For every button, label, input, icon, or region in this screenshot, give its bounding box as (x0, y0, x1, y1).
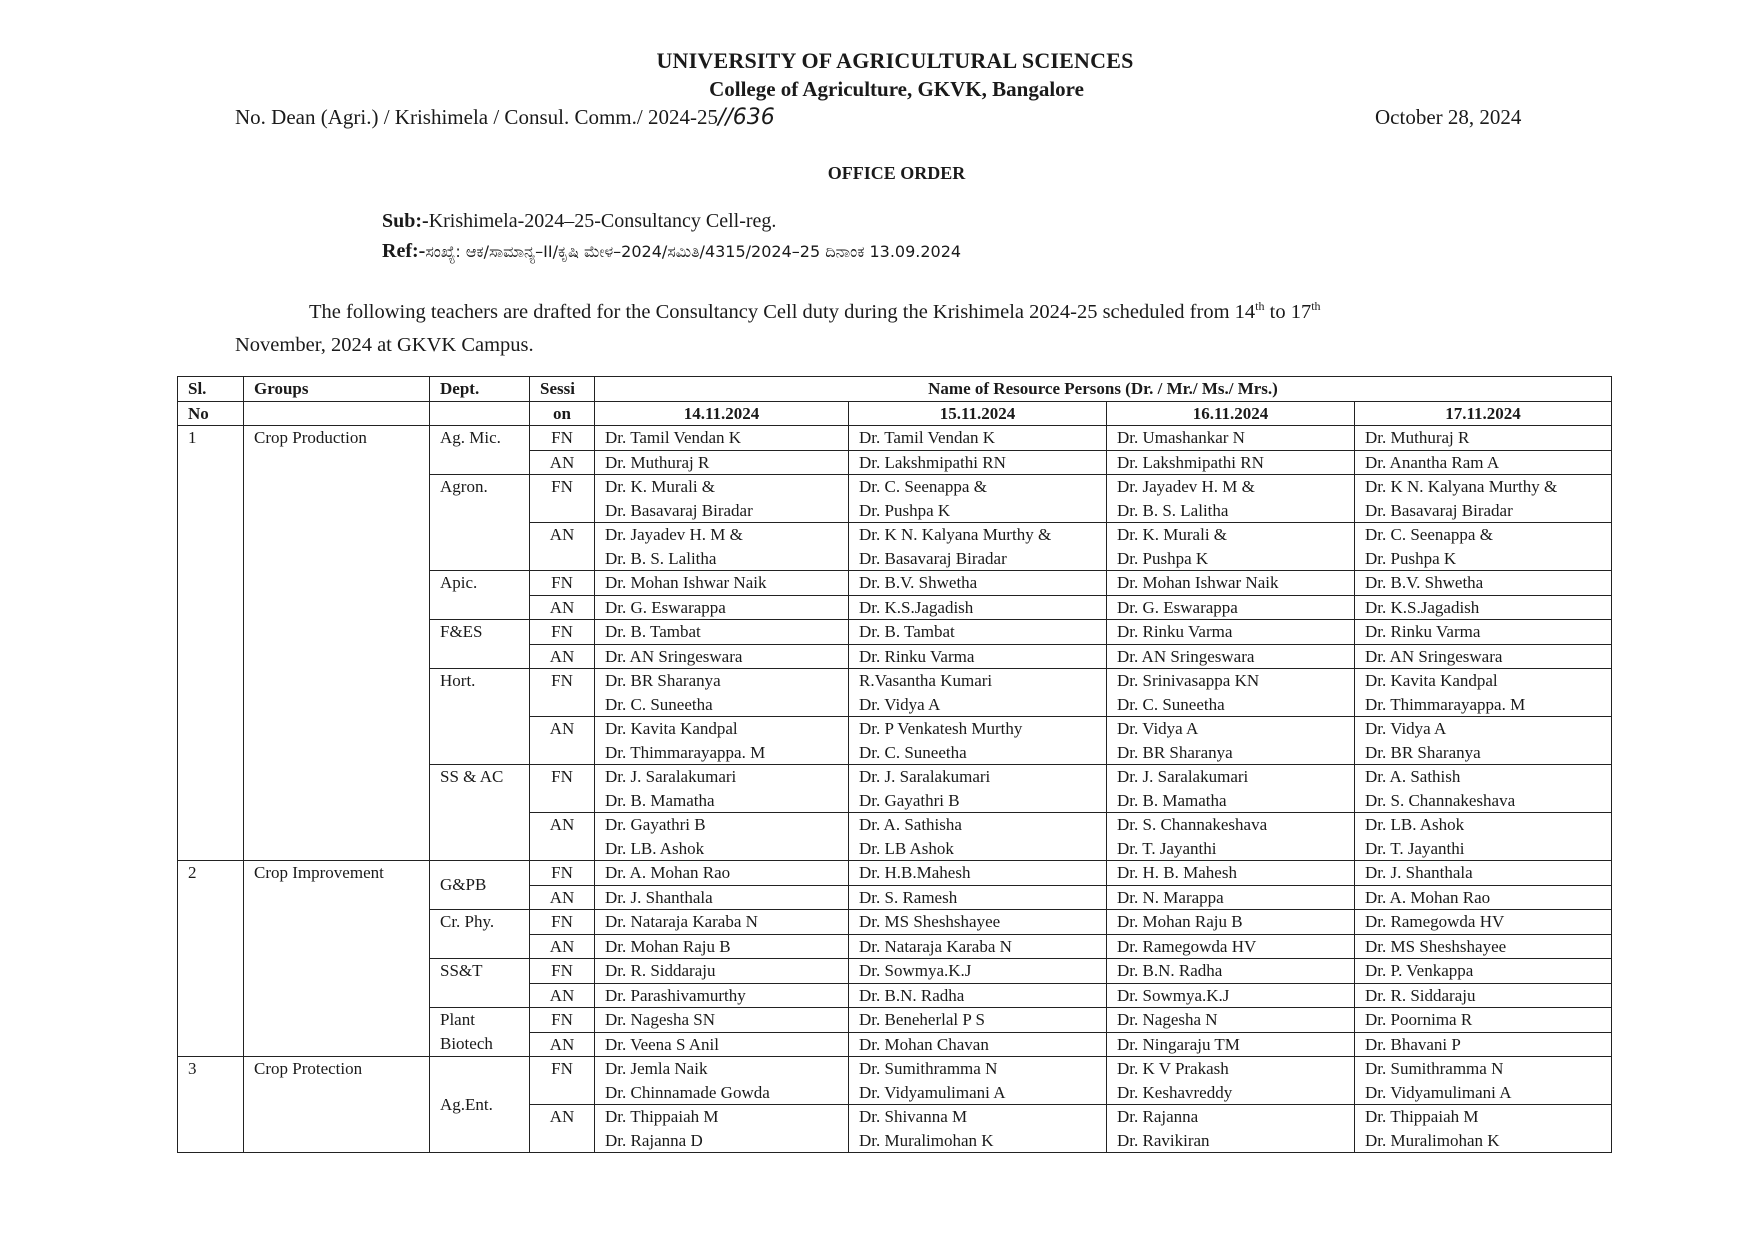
resource-person-name: Dr. J. Shanthala (1365, 863, 1473, 882)
session-code: FN (530, 1008, 595, 1033)
resource-person-name: Dr. Parashivamurthy (605, 985, 746, 1005)
resource-person-cell (849, 1057, 1107, 1105)
resource-person-name: Dr. Ningaraju TM (1117, 1034, 1240, 1054)
resource-person-name: Dr. MS Sheshshayee (1365, 936, 1507, 956)
resource-person-name: Dr. Sumithramma N (1365, 1059, 1504, 1078)
group-name: Crop Protection (244, 1057, 430, 1153)
resource-person-name: Dr. K N. Kalyana Murthy & (1365, 477, 1558, 496)
resource-person-cell (1107, 1057, 1355, 1105)
body-sup-1: th (1255, 299, 1265, 313)
reference-number (235, 105, 775, 130)
resource-person-cell (1107, 426, 1355, 451)
resource-person-name: Dr. G. Eswarappa (1117, 597, 1238, 617)
resource-person-name: Dr. Pushpa K (859, 500, 951, 520)
resource-person-name: Dr. Mohan Raju B (1117, 912, 1243, 931)
resource-person-cell (849, 959, 1107, 984)
resource-person-name: Dr. Muralimohan K (1365, 1130, 1500, 1150)
header-groups-2 (244, 401, 430, 426)
resource-person-name: Dr. S. Channakeshava (1365, 790, 1516, 810)
resource-person-name: Dr. Mohan Ishwar Naik (605, 573, 767, 592)
table-row (178, 426, 1612, 451)
resource-person-name: Dr. T. Jayanthi (1365, 838, 1465, 858)
resource-person-cell (595, 1105, 849, 1153)
session-code: AN (530, 595, 595, 620)
resource-person-cell (1107, 571, 1355, 596)
resource-person-cell (849, 475, 1107, 523)
resource-person-cell (1107, 934, 1355, 959)
dept-name: SS&T (430, 959, 530, 1008)
resource-person-name: Dr. J. Saralakumari (605, 767, 737, 786)
handwritten-number: //636 (717, 105, 775, 130)
resource-person-cell (1355, 717, 1612, 765)
resource-person-cell (1107, 523, 1355, 571)
resource-person-name: Dr. Nagesha N (1117, 1010, 1218, 1029)
resource-person-name: Dr. J. Shanthala (605, 887, 713, 907)
resource-person-cell (1107, 450, 1355, 475)
resource-person-cell (1355, 1032, 1612, 1057)
resource-person-name: Dr. Muthuraj R (605, 452, 710, 472)
dept-name: Cr. Phy. (430, 910, 530, 959)
reference-label: Ref:- (382, 240, 426, 262)
resource-person-name: Dr. Ravikiran (1117, 1130, 1210, 1150)
order-date: October 28, 2024 (1375, 105, 1522, 129)
resource-person-cell (1355, 813, 1612, 861)
resource-person-cell (1355, 669, 1612, 717)
resource-person-name: Dr. Vidyamulimani A (859, 1082, 1006, 1102)
resource-person-name: Dr. Mohan Raju B (605, 936, 731, 956)
dept-name: F&ES (430, 620, 530, 669)
resource-person-name: Dr. Jayadev H. M & (605, 525, 743, 544)
session-code: AN (530, 450, 595, 475)
resource-person-cell (849, 885, 1107, 910)
resource-person-name: Dr. Veena S Anil (605, 1034, 719, 1054)
sl-number: 1 (178, 426, 244, 861)
resource-person-name: Dr. Thimmarayappa. M (1365, 694, 1526, 714)
resource-person-name: Dr. Lakshmipathi RN (859, 452, 1006, 472)
resource-person-name: Dr. B. Tambat (859, 622, 955, 641)
session-code: FN (530, 861, 595, 886)
resource-person-name: Dr. K N. Kalyana Murthy & (859, 525, 1052, 544)
header-date: 16.11.2024 (1107, 401, 1355, 426)
header-date: 17.11.2024 (1355, 401, 1612, 426)
resource-person-cell (849, 595, 1107, 620)
session-code: AN (530, 644, 595, 669)
resource-person-name: Dr. H. B. Mahesh (1117, 863, 1237, 882)
resource-person-name: Dr. S. Ramesh (859, 887, 958, 907)
resource-person-cell (595, 910, 849, 935)
resource-person-cell (1107, 595, 1355, 620)
resource-person-name: Dr. Shivanna M (859, 1107, 968, 1126)
resource-person-name: Dr. Srinivasappa KN (1117, 671, 1260, 690)
session-code: FN (530, 765, 595, 813)
resource-person-name: Dr. BR Sharanya (605, 671, 721, 690)
session-code: AN (530, 1032, 595, 1057)
resource-person-name: Dr. BR Sharanya (1365, 742, 1481, 762)
resource-person-cell (1107, 1032, 1355, 1057)
group-name: Crop Production (244, 426, 430, 861)
resource-person-name: Dr. Nagesha SN (605, 1010, 716, 1029)
resource-person-name: Dr. LB. Ashok (605, 838, 705, 858)
resource-person-name: Dr. Ramegowda HV (1117, 936, 1257, 956)
session-code: AN (530, 717, 595, 765)
college-name: College of Agriculture, GKVK, Bangalore (709, 77, 1084, 101)
resource-person-cell (595, 644, 849, 669)
resource-person-name: Dr. K.S.Jagadish (1365, 597, 1480, 617)
resource-person-name: Dr. A. Sathisha (859, 815, 962, 834)
resource-person-name: Dr. Ramegowda HV (1365, 912, 1505, 931)
resource-person-cell (1107, 910, 1355, 935)
session-code: FN (530, 959, 595, 984)
resource-person-name: Dr. B.N. Radha (1117, 961, 1223, 980)
resource-person-name: Dr. LB. Ashok (1365, 815, 1465, 834)
resource-person-cell (1355, 861, 1612, 886)
resource-person-name: Dr. A. Sathish (1365, 767, 1461, 786)
resource-person-name: Dr. Jayadev H. M & (1117, 477, 1255, 496)
dept-name: SS & AC (430, 765, 530, 861)
dept-name: Ag.Ent. (430, 1057, 530, 1153)
session-code: FN (530, 1057, 595, 1105)
group-name: Crop Improvement (244, 861, 430, 1057)
resource-person-cell (1355, 959, 1612, 984)
resource-person-name: Dr. R. Siddaraju (1365, 985, 1476, 1005)
resource-person-cell (1355, 620, 1612, 645)
document-title: OFFICE ORDER (827, 163, 966, 183)
resource-person-name: Dr. Lakshmipathi RN (1117, 452, 1264, 472)
resource-person-name: Dr. Kavita Kandpal (605, 719, 738, 738)
resource-persons-table (177, 376, 1612, 1153)
header-groups: Groups (244, 377, 430, 402)
resource-person-cell (849, 717, 1107, 765)
resource-person-cell (595, 426, 849, 451)
header-sl: Sl. (178, 377, 244, 402)
resource-person-cell (1355, 765, 1612, 813)
resource-person-cell (1355, 595, 1612, 620)
dept-name (430, 1008, 530, 1057)
resource-person-cell (849, 813, 1107, 861)
resource-person-name: Dr. Chinnamade Gowda (605, 1082, 770, 1102)
resource-person-cell (595, 1008, 849, 1033)
resource-person-cell (849, 1032, 1107, 1057)
resource-person-name: Dr. K. Murali & (605, 477, 716, 496)
dept-name-line: Plant (440, 1010, 475, 1029)
session-code: FN (530, 620, 595, 645)
resource-person-name: Dr. AN Sringeswara (1365, 646, 1503, 666)
resource-person-cell (595, 959, 849, 984)
resource-person-name: Dr. Vidya A (1117, 719, 1199, 738)
resource-person-name: Dr. Beneherlal P S (859, 1010, 985, 1029)
resource-person-cell (595, 475, 849, 523)
dept-name: Hort. (430, 669, 530, 765)
resource-person-name: Dr. H.B.Mahesh (859, 863, 971, 882)
resource-person-cell (1355, 1008, 1612, 1033)
resource-person-name: Dr. J. Saralakumari (1117, 767, 1249, 786)
resource-person-name: Dr. P Venkatesh Murthy (859, 719, 1023, 738)
resource-person-name: Dr. B. Mamatha (1117, 790, 1227, 810)
resource-person-cell (1107, 475, 1355, 523)
header-resource-persons: Name of Resource Persons (Dr. / Mr./ Ms./ Mrs.) (595, 377, 1612, 402)
resource-person-name: Dr. Bhavani P (1365, 1034, 1461, 1054)
resource-person-cell (1107, 620, 1355, 645)
resource-person-cell (849, 934, 1107, 959)
header-row-1 (178, 377, 1612, 402)
session-code: AN (530, 983, 595, 1008)
header-session-2: on (530, 401, 595, 426)
resource-person-cell (1355, 475, 1612, 523)
body-sup-2: th (1311, 299, 1321, 313)
dept-name: Apic. (430, 571, 530, 620)
session-code: AN (530, 934, 595, 959)
resource-person-name: Dr. Keshavreddy (1117, 1082, 1233, 1102)
resource-person-name: Dr. Basavaraj Biradar (1365, 500, 1513, 520)
session-code: FN (530, 571, 595, 596)
resource-person-name: Dr. Sowmya.K.J (859, 961, 972, 980)
resource-person-cell (1355, 426, 1612, 451)
resource-person-cell (1107, 717, 1355, 765)
resource-person-name: Dr. Muthuraj R (1365, 428, 1470, 447)
sl-number: 2 (178, 861, 244, 1057)
resource-person-cell (849, 669, 1107, 717)
table-row (178, 861, 1612, 886)
resource-person-cell (849, 1105, 1107, 1153)
resource-person-name: Dr. Sowmya.K.J (1117, 985, 1230, 1005)
resource-person-name: Dr. Pushpa K (1117, 548, 1209, 568)
resource-person-name: R.Vasantha Kumari (859, 671, 993, 690)
resource-person-cell (595, 450, 849, 475)
resource-person-name: Dr. C. Suneetha (605, 694, 713, 714)
resource-person-name: Dr. B. Mamatha (605, 790, 715, 810)
resource-person-cell (1355, 1105, 1612, 1153)
resource-person-name: Dr. A. Mohan Rao (1365, 887, 1491, 907)
resource-person-name: Dr. Rajanna D (605, 1130, 703, 1150)
sl-number: 3 (178, 1057, 244, 1153)
resource-person-name: Dr. B.V. Shwetha (1365, 573, 1484, 592)
resource-person-name: Dr. Tamil Vendan K (605, 428, 742, 447)
resource-person-cell (1355, 450, 1612, 475)
resource-person-name: Dr. C. Seenappa & (859, 477, 987, 496)
resource-person-cell (1107, 644, 1355, 669)
session-code: FN (530, 426, 595, 451)
resource-person-name: Dr. Basavaraj Biradar (605, 500, 753, 520)
university-name: UNIVERSITY OF AGRICULTURAL SCIENCES (656, 48, 1134, 73)
resource-person-cell (595, 983, 849, 1008)
resource-person-name: Dr. S. Channakeshava (1117, 815, 1268, 834)
reference-text: ಸಂಖ್ಯೆ: ಆಕ/ಸಾಮಾನ್ಯ–II/ಕೃಷಿ ಮೇಳ–2024/ಸಮಿತಿ/4315/2024–25 ದಿನಾಂಕ 13.09.2024 (425, 242, 962, 261)
subject-label: Sub:- (382, 210, 429, 232)
resource-person-name: Dr. Umashankar N (1117, 428, 1245, 447)
resource-person-cell (1107, 765, 1355, 813)
session-code: AN (530, 813, 595, 861)
resource-person-cell (849, 620, 1107, 645)
resource-person-name: Dr. Anantha Ram A (1365, 452, 1500, 472)
resource-person-name: Dr. AN Sringeswara (605, 646, 743, 666)
resource-person-cell (849, 910, 1107, 935)
resource-person-name: Dr. C. Suneetha (1117, 694, 1225, 714)
resource-person-name: Dr. Tamil Vendan K (859, 428, 996, 447)
resource-person-cell (1107, 1105, 1355, 1153)
header-date: 14.11.2024 (595, 401, 849, 426)
resource-person-cell (849, 1008, 1107, 1033)
resource-person-cell (1355, 1057, 1612, 1105)
resource-person-name: Dr. Basavaraj Biradar (859, 548, 1007, 568)
resource-person-cell (595, 934, 849, 959)
resource-person-name: Dr. Muralimohan K (859, 1130, 994, 1150)
resource-person-cell (1107, 669, 1355, 717)
resource-person-name: Dr. T. Jayanthi (1117, 838, 1217, 858)
resource-person-name: Dr. Rinku Varma (1117, 622, 1233, 641)
header-date: 15.11.2024 (849, 401, 1107, 426)
resource-person-name: Dr. B.N. Radha (859, 985, 965, 1005)
resource-person-cell (849, 644, 1107, 669)
dept-name: Ag. Mic. (430, 426, 530, 475)
resource-person-cell (849, 571, 1107, 596)
resource-person-name: Dr. K.S.Jagadish (859, 597, 974, 617)
dept-name: G&PB (430, 861, 530, 910)
resource-person-cell (1355, 885, 1612, 910)
resource-person-name: Dr. Gayathri B (859, 790, 960, 810)
header-sl-2: No (178, 401, 244, 426)
resource-person-name: Dr. B. S. Lalitha (1117, 500, 1229, 520)
resource-person-cell (1107, 861, 1355, 886)
resource-person-name: Dr. Vidya A (1365, 719, 1447, 738)
resource-person-name: Dr. Gayathri B (605, 815, 706, 834)
session-code: AN (530, 885, 595, 910)
body-text-3: November, 2024 at GKVK Campus. (235, 333, 534, 356)
resource-person-name: Dr. Rajanna (1117, 1107, 1199, 1126)
resource-person-cell (1107, 959, 1355, 984)
resource-person-name: Dr. G. Eswarappa (605, 597, 726, 617)
resource-person-name: Dr. MS Sheshshayee (859, 912, 1001, 931)
subject-line (382, 210, 776, 233)
resource-person-name: Dr. Rinku Varma (859, 646, 975, 666)
resource-person-name: Dr. N. Marappa (1117, 887, 1224, 907)
subject-text: Krishimela-2024–25-Consultancy Cell-reg. (428, 210, 777, 232)
resource-person-cell (1107, 983, 1355, 1008)
resource-person-name: Dr. Nataraja Karaba N (605, 912, 758, 931)
resource-person-name: Dr. Thimmarayappa. M (605, 742, 766, 762)
session-code: AN (530, 1105, 595, 1153)
resource-person-name: Dr. P. Venkappa (1365, 961, 1474, 980)
resource-person-cell (595, 861, 849, 886)
resource-person-name: Dr. Jemla Naik (605, 1059, 708, 1078)
resource-person-name: Dr. K. Murali & (1117, 525, 1228, 544)
resource-person-cell (1107, 885, 1355, 910)
header-session: Sessi (530, 377, 595, 402)
resource-person-name: Dr. J. Saralakumari (859, 767, 991, 786)
resource-person-name: Dr. Poornima R (1365, 1010, 1473, 1029)
resource-person-cell (1107, 813, 1355, 861)
resource-person-name: Dr. Kavita Kandpal (1365, 671, 1498, 690)
resource-person-cell (595, 1057, 849, 1105)
resource-person-name: Dr. B.V. Shwetha (859, 573, 978, 592)
resource-person-cell (849, 765, 1107, 813)
resource-person-cell (1355, 934, 1612, 959)
resource-person-name: Dr. R. Siddaraju (605, 961, 716, 980)
resource-person-cell (849, 426, 1107, 451)
resource-person-name: Dr. A. Mohan Rao (605, 863, 731, 882)
resource-person-name: Dr. B. Tambat (605, 622, 701, 641)
reference-line (382, 240, 961, 263)
resource-person-name: Dr. Thippaiah M (605, 1107, 719, 1126)
resource-person-cell (595, 765, 849, 813)
header-dept: Dept. (430, 377, 530, 402)
resource-person-cell (1355, 644, 1612, 669)
dept-name-line: Biotech (440, 1033, 493, 1053)
resource-person-name: Dr. Thippaiah M (1365, 1107, 1479, 1126)
body-text-2: to 17 (1264, 300, 1312, 323)
resource-person-name: Dr. LB Ashok (859, 838, 954, 858)
session-code: FN (530, 910, 595, 935)
resource-person-name: Dr. C. Seenappa & (1365, 525, 1493, 544)
session-code: AN (530, 523, 595, 571)
resource-person-cell (595, 595, 849, 620)
resource-person-name: Dr. BR Sharanya (1117, 742, 1233, 762)
resource-person-cell (1355, 571, 1612, 596)
table-row (178, 1057, 1612, 1105)
resource-person-cell (595, 571, 849, 596)
dept-name: Agron. (430, 475, 530, 571)
resource-person-name: Dr. Pushpa K (1365, 548, 1457, 568)
resource-person-name: Dr. K V Prakash (1117, 1059, 1229, 1078)
resource-person-name: Dr. Vidya A (859, 694, 941, 714)
session-code: FN (530, 475, 595, 523)
session-code: FN (530, 669, 595, 717)
resource-person-name: Dr. Vidyamulimani A (1365, 1082, 1512, 1102)
resource-person-cell (595, 885, 849, 910)
resource-person-name: Dr. B. S. Lalitha (605, 548, 717, 568)
resource-person-name: Dr. Sumithramma N (859, 1059, 998, 1078)
resource-person-cell (1355, 910, 1612, 935)
resource-person-name: Dr. Nataraja Karaba N (859, 936, 1012, 956)
resource-person-cell (849, 983, 1107, 1008)
resource-person-name: Dr. Mohan Ishwar Naik (1117, 573, 1279, 592)
resource-person-cell (849, 523, 1107, 571)
body-text-1: The following teachers are drafted for the Consultancy Cell duty during the Krishimela 2024-25 scheduled from 14 (309, 300, 1256, 323)
table-body (178, 426, 1612, 1153)
resource-person-cell (1355, 523, 1612, 571)
resource-person-cell (595, 1032, 849, 1057)
reference-number-text: No. Dean (Agri.) / Krishimela / Consul. Comm./ 2024-25 (235, 105, 718, 129)
resource-person-name: Dr. C. Suneetha (859, 742, 967, 762)
resource-person-cell (595, 669, 849, 717)
resource-person-cell (595, 813, 849, 861)
body-paragraph (235, 290, 1525, 362)
resource-person-cell (1107, 1008, 1355, 1033)
header-row-2 (178, 401, 1612, 426)
resource-person-cell (595, 620, 849, 645)
resource-person-cell (849, 861, 1107, 886)
resource-person-cell (1355, 983, 1612, 1008)
resource-person-name: Dr. Mohan Chavan (859, 1034, 989, 1054)
header-dept-2 (430, 401, 530, 426)
resource-person-name: Dr. Rinku Varma (1365, 622, 1481, 641)
resource-person-cell (595, 523, 849, 571)
resource-person-name: Dr. AN Sringeswara (1117, 646, 1255, 666)
resource-person-cell (849, 450, 1107, 475)
resource-person-cell (595, 717, 849, 765)
